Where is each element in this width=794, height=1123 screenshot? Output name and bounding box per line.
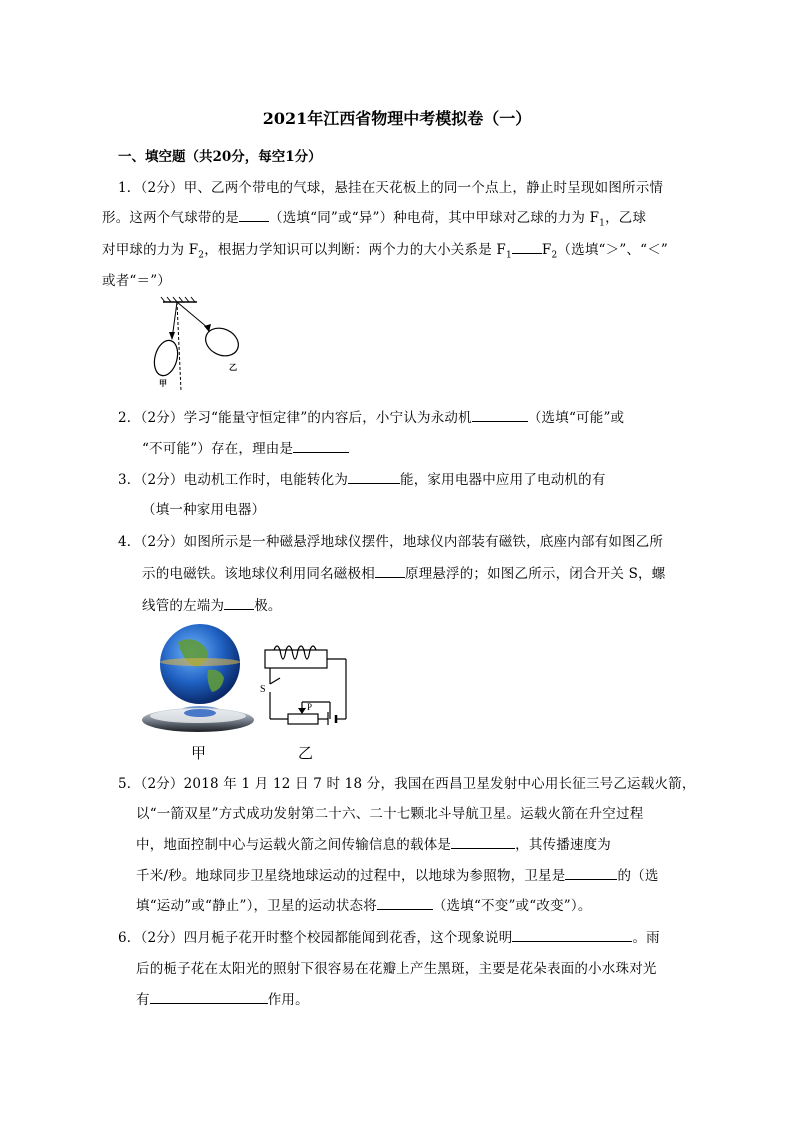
q2-blank-1[interactable] (472, 407, 528, 422)
q1-subscript: 2 (198, 250, 205, 261)
q5-text: 千米/秒。地球同步卫星绕地球运动的过程中，以地球为参照物，卫星是 (136, 868, 566, 884)
q5-text: 中，地面控制中心与运载火箭之间传输信息的载体是 (136, 837, 452, 853)
page-title: 2021年江西省物理中考模拟卷（一） (262, 109, 532, 128)
slider-label: P (307, 702, 313, 712)
q4-line-2 (142, 562, 665, 582)
maglev-globe-image (138, 620, 258, 738)
q3-blank-1[interactable] (348, 469, 400, 484)
q3-line-2: （填一种家用电器） (142, 502, 266, 518)
q6-text: 。雨 (632, 930, 660, 946)
q6-blank-1[interactable] (512, 927, 632, 942)
q2-line-2 (142, 437, 349, 457)
figure-caption-jia: 甲 (191, 744, 207, 762)
q1-subscript: 2 (551, 250, 558, 261)
figure-caption-yi: 乙 (298, 744, 314, 762)
balloons-figure (145, 296, 250, 392)
circuit-diagram (260, 640, 360, 725)
q1-subscript: 1 (599, 218, 606, 229)
q1-subscript: 1 (505, 250, 512, 261)
q3-text: 3．（2分）电动机工作时，电能转化为 (118, 472, 349, 488)
q1-line-3 (102, 238, 668, 261)
q2-line-1 (118, 406, 624, 426)
q4-text: 示的电磁铁。该地球仪利用同名磁极相 (142, 566, 375, 582)
q4-blank-1[interactable] (375, 563, 405, 578)
q3-line-1 (118, 468, 606, 488)
switch-label: S (260, 684, 266, 695)
q5-blank-3[interactable] (377, 895, 433, 910)
q5-line-3 (136, 833, 611, 853)
q6-blank-2[interactable] (150, 989, 268, 1004)
q5-text: （选填“不变”或“改变”）。 (432, 898, 592, 914)
q5-text: 的（选 (617, 868, 659, 884)
q1-line-1: 1．（2分）甲、乙两个带电的气球，悬挂在天花板上的同一个点上，静止时呈现如图所示情 (118, 180, 664, 196)
q5-line-1: 5．（2分）2018 年 1 月 12 日 7 时 18 分，我国在西昌卫星发射中心用长征三号乙运载火箭， (118, 776, 696, 792)
q1-blank-2[interactable] (512, 239, 542, 254)
q6-line-1 (118, 926, 660, 946)
q2-text: “不可能”）存在，理由是 (142, 441, 294, 457)
q1-text: ，根据力学知识可以判断：两个力的大小关系是 F (204, 242, 506, 258)
q1-text: 形。这两个气球带的是 (102, 210, 239, 226)
q1-text: （选填“＞”、“＜” (557, 242, 669, 258)
q1-line-2 (102, 206, 646, 229)
q6-line-3 (136, 988, 309, 1008)
q6-text: 6．（2分）四月栀子花开时整个校园都能闻到花香，这个现象说明 (118, 930, 513, 946)
q2-text: （选填“可能”或 (527, 410, 625, 426)
q1-text: 对甲球的力为 F (102, 242, 199, 258)
q3-text: 能，家用电器中应用了电动机的有 (400, 472, 606, 488)
q5-blank-1[interactable] (451, 834, 515, 849)
q5-blank-2[interactable] (565, 865, 617, 880)
q6-text: 作用。 (267, 992, 309, 1008)
q5-line-2: 以“一箭双星”方式成功发射第二十六、二十七颗北斗导航卫星。运载火箭在升空过程 (136, 806, 644, 822)
q1-text: （选填“同”或“异”）种电荷，其中甲球对乙球的力为 F (269, 210, 600, 226)
balloon-label-yi: 乙 (229, 363, 237, 372)
q4-line-3 (142, 594, 282, 614)
balloon-label-jia: 甲 (159, 379, 167, 388)
q4-line-1: 4．（2分）如图所示是一种磁悬浮地球仪摆件，地球仪内部装有磁铁，底座内部有如图乙所 (118, 534, 664, 550)
q5-text: 填“运动”或“静止”），卫星的运动状态将 (136, 898, 377, 914)
q1-text: ，乙球 (605, 210, 647, 226)
q1-blank-1[interactable] (239, 207, 269, 222)
q1-line-4: 或者“＝”） (102, 273, 172, 289)
q5-line-5 (136, 894, 592, 914)
q4-text: 原理悬浮的；如图乙所示，闭合开关 S，螺 (404, 566, 666, 582)
q6-line-2: 后的栀子花在太阳光的照射下很容易在花瓣上产生黑斑，主要是花朵表面的小水珠对光 (136, 961, 657, 977)
q4-blank-2[interactable] (224, 595, 254, 610)
q5-line-4 (136, 864, 659, 884)
q4-text: 极。 (254, 598, 282, 614)
q6-text: 有 (136, 992, 150, 1008)
q2-blank-2[interactable] (293, 438, 349, 453)
q2-text: 2．（2分）学习“能量守恒定律”的内容后，小宁认为永动机 (118, 410, 472, 426)
q5-text: ，其传播速度为 (515, 837, 612, 853)
q1-text: F (541, 242, 552, 258)
section-heading: 一、填空题（共20分，每空1分） (118, 149, 322, 165)
q4-text: 线管的左端为 (142, 598, 225, 614)
